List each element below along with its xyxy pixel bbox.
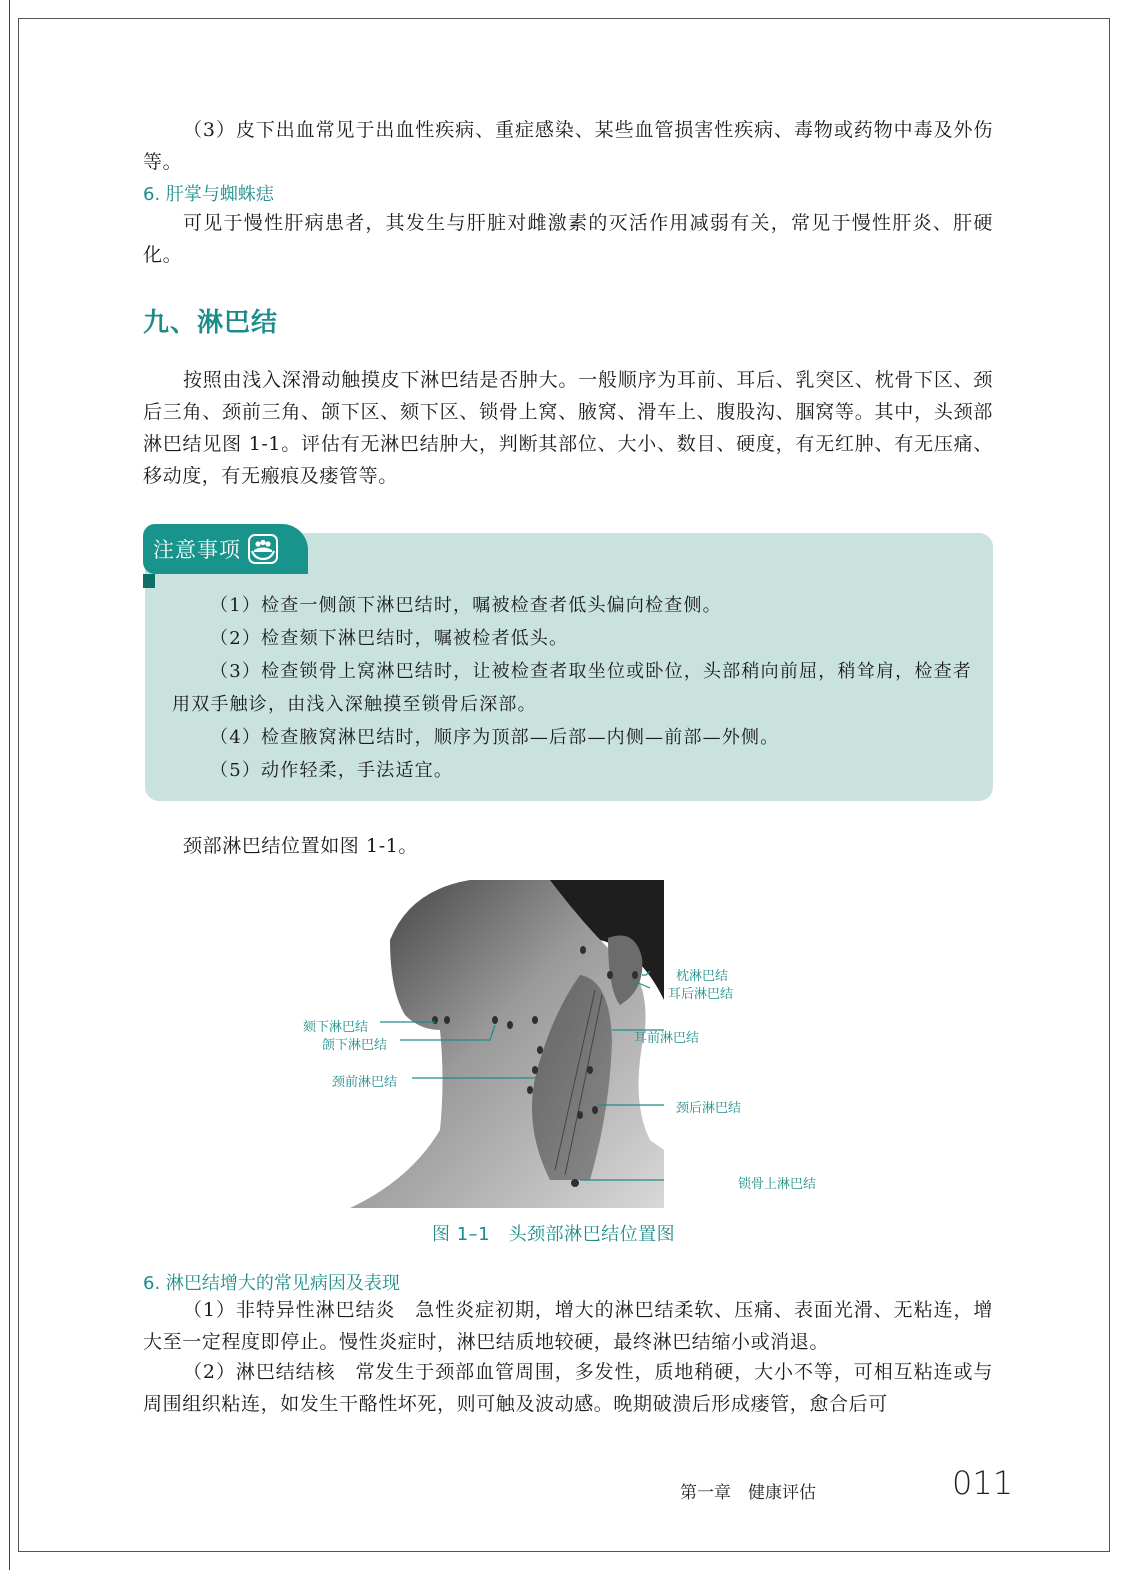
people-in-hands-icon bbox=[247, 533, 279, 565]
notice-item-4: （4）检查腋窝淋巴结时，顺序为顶部—后部—内侧—前部—外侧。 bbox=[210, 727, 780, 748]
page-edge bbox=[0, 0, 10, 1570]
label-submandibular: 颌下淋巴结 bbox=[322, 1038, 388, 1053]
label-posterior-cervical: 颈后淋巴结 bbox=[676, 1101, 742, 1116]
subheading-lymph-causes: 6. 淋巴结增大的常见病因及表现 bbox=[143, 1273, 400, 1294]
notice-tab bbox=[143, 524, 308, 574]
notice-item-5: （5）动作轻柔，手法适宜。 bbox=[210, 760, 454, 781]
notice-item-1: （1）检查一侧颌下淋巴结时，嘱被检查者低头偏向检查侧。 bbox=[210, 595, 722, 616]
section-title-lymph-nodes: 九、淋巴结 bbox=[143, 308, 279, 338]
paragraph-lymph-exam: 按照由浅入深滑动触摸皮下淋巴结是否肿大。一般顺序为耳前、耳后、乳突区、枕骨下区、颈后三角、颈前三角、颌下区、颏下区、锁骨上窝、腋窝、滑车上、腹股沟、腘窝等。其中，头颈部淋巴结见图 1-1。评估有无淋巴结肿大，判断其部位、大小、数目、硬度，有无红肿、有无压痛、移动度，有无瘢痕及瘘管等。 bbox=[143, 369, 993, 487]
neck-lymph-figure bbox=[350, 880, 664, 1208]
notice-list bbox=[172, 589, 972, 787]
footer-chapter: 第一章 健康评估 bbox=[680, 1483, 816, 1503]
label-anterior-cervical: 颈前淋巴结 bbox=[332, 1075, 398, 1090]
label-supraclavicular: 锁骨上淋巴结 bbox=[738, 1177, 817, 1192]
notice-tab-fold bbox=[143, 574, 155, 588]
footer-page-number: 011 bbox=[952, 1464, 1014, 1502]
notice-item-3: （3）检查锁骨上窝淋巴结时，让被检查者取坐位或卧位，头部稍向前屈，稍耸肩，检查者用双手触诊，由浅入深触摸至锁骨后深部。 bbox=[172, 661, 972, 715]
notice-item-2: （2）检查颏下淋巴结时，嘱被检者低头。 bbox=[210, 628, 569, 649]
label-occipital: 枕淋巴结 bbox=[676, 969, 729, 984]
label-submental: 颏下淋巴结 bbox=[303, 1020, 369, 1035]
paragraph-lymph-tuberculosis: （2）淋巴结结核 常发生于颈部血管周围，多发性，质地稍硬，大小不等，可相互粘连或与周围组织粘连，如发生干酪性坏死，则可触及波动感。晚期破溃后形成瘘管，愈合后可 bbox=[143, 1361, 993, 1415]
neck-illustration bbox=[350, 880, 664, 1208]
notice-title: 注意事项 bbox=[153, 538, 241, 562]
figure-caption: 图 1–1 头颈部淋巴结位置图 bbox=[432, 1224, 676, 1245]
paragraph-nonspecific-lymphadenitis: （1）非特异性淋巴结炎 急性炎症初期，增大的淋巴结柔软、压痛、表面光滑、无粘连，增大至一定程度即停止。慢性炎症时，淋巴结质地较硬，最终淋巴结缩小或消退。 bbox=[143, 1299, 993, 1353]
label-preauricular: 耳前淋巴结 bbox=[634, 1031, 700, 1046]
paragraph-subcutaneous-bleeding: （3）皮下出血常见于出血性疾病、重症感染、某些血管损害性疾病、毒物或药物中毒及外伤等。 bbox=[143, 119, 993, 173]
paragraph-neck-figure-ref: 颈部淋巴结位置如图 1-1。 bbox=[183, 835, 419, 857]
subheading-liver-palm: 6. 肝掌与蜘蛛痣 bbox=[143, 184, 274, 205]
label-postauricular: 耳后淋巴结 bbox=[668, 987, 734, 1002]
paragraph-liver-palm: 可见于慢性肝病患者，其发生与肝脏对雌激素的灭活作用减弱有关，常见于慢性肝炎、肝硬化。 bbox=[143, 212, 993, 266]
